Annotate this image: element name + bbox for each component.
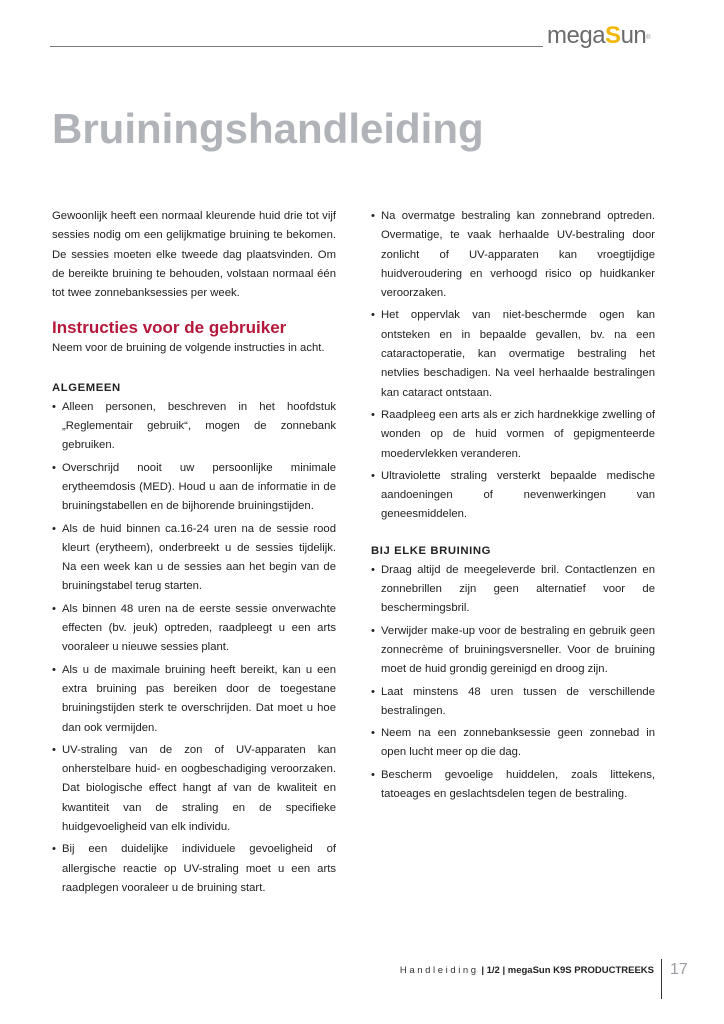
page-title: Bruiningshandleiding [52, 105, 484, 152]
bullet-icon: • [52, 743, 56, 756]
bullet-icon: • [371, 210, 375, 222]
bullet-icon: • [371, 469, 375, 482]
subsection-heading-algemeen: ALGEMEEN [52, 381, 121, 394]
list-item: • Draag altijd de meegeleverde bril. Contactlenzen en zonnebrillen zijn geen alternatief voor de beschermingsbril. [371, 561, 655, 619]
bullet-icon: • [371, 685, 375, 698]
list-item: • Na overmatge bestraling kan zonnebrand optreden. Overmatige, te vaak herhaalde UV-bestraling door zonlicht of UV-apparaten kan vroegtijdige huidveroudering en verhoogd risico op huidkanker veroorzaken. [371, 207, 655, 303]
bullet-icon: • [52, 663, 56, 676]
list-item: • Verwijder make-up voor de bestraling en gebruik geen zonnecrème of bruiningsversneller. Voor de bruining moet de huid grondig gereinigd en droog zijn. [371, 622, 655, 680]
logo-suffix: un [620, 22, 647, 49]
bullet-icon: • [52, 843, 56, 856]
list-item: • Als u de maximale bruining heeft bereikt, kan u een extra bruining pas bereiken door de toegestane bruiningstijden sterk te overschrijden. Dat moet u hoe dan ook vermijden. [52, 661, 336, 738]
left-column [52, 207, 336, 901]
header-rule [50, 46, 543, 47]
bullet-icon: • [52, 400, 56, 413]
footer-text [400, 964, 654, 978]
list-item: • Neem na een zonnebanksessie geen zonnebad in open lucht meer op die dag. [371, 724, 655, 763]
registered-mark: ® [646, 35, 651, 41]
warnings-list [371, 207, 655, 525]
list-item: • Overschrijd nooit uw persoonlijke minimale erytheemdosis (MED). Houd u aan de informatie in de bruiningstabellen en de bijhorende bruiningstijden. [52, 459, 336, 517]
bullet-icon: • [371, 309, 375, 322]
bullet-icon: • [371, 408, 375, 421]
bij-elke-bruining-list [371, 561, 655, 805]
bullet-icon: • [371, 727, 375, 740]
bullet-icon: • [52, 461, 56, 474]
list-item: • Ultraviolette straling versterkt bepaalde medische aandoeningen of nevenwerkingen van geneesmiddelen. [371, 467, 655, 525]
bullet-icon: • [52, 602, 56, 615]
list-item: • Laat minstens 48 uren tussen de verschillende bestralingen. [371, 683, 655, 722]
list-item: • Alleen personen, beschreven in het hoofdstuk „Reglementair gebruik“, mogen de zonnebank gebruiken. [52, 398, 336, 456]
section-heading: Instructies voor de gebruiker [52, 318, 287, 338]
bullet-icon: • [371, 624, 375, 637]
bullet-icon: • [371, 768, 375, 781]
megasun-logo [547, 22, 650, 50]
bullet-icon: • [52, 522, 56, 535]
bullet-icon: • [371, 563, 375, 576]
list-item: • Als binnen 48 uren na de eerste sessie onverwachte effecten (bv. jeuk) optreden, raadpleegt u een arts vooraleer u nieuwe sessies plant. [52, 600, 336, 658]
logo-sun-s: S [605, 22, 621, 49]
list-item: • Raadpleeg een arts als er zich hardnekkige zwelling of wonden op de huid vormen of gepigmenteerde moedervlekken veranderen. [371, 406, 655, 464]
footer-product-info: | 1/2 | megaSun K9S PRODUCTREEKS [478, 965, 654, 976]
list-item: • Bescherm gevoelige huiddelen, zoals littekens, tatoeages en geslachtsdelen tegen de bestraling. [371, 766, 655, 805]
subsection-heading-bij-elke-bruining: BIJ ELKE BRUINING [371, 544, 492, 557]
page-number: 17 [670, 961, 688, 978]
footer-manual-label: Handleiding [399, 965, 479, 976]
right-column [371, 207, 655, 807]
intro-paragraph: Gewoonlijk heeft een normaal kleurende huid drie tot vijf sessies nodig om een gelijkmatige bruining te bekomen. De sessies moeten elke tweede dag plaatsvinden. Om de bereikte bruining te behouden, volstaan normaal één tot twee zonnebanksessies per week. [52, 210, 336, 300]
list-item: • UV-straling van de zon of UV-apparaten kan onherstelbare huid- en oogbeschadiging veroorzaken. Dat biologische effect hangt af van de kwaliteit en kwantiteit van de straling en de specifieke huidgevoeligheid van elk individu. [52, 741, 336, 837]
list-item: • Als de huid binnen ca.16-24 uren na de sessie rood kleurt (erytheem), onderbreekt u de sessies tijdelijk. Na een week kan u de sessies aan het begin van de bruiningstabel terug starten. [52, 520, 336, 597]
algemeen-list [52, 398, 336, 898]
logo-prefix: mega [547, 22, 606, 49]
footer-divider [661, 959, 662, 999]
list-item: • Bij een duidelijke individuele gevoeligheid of allergische reactie op UV-straling moet u een arts raadplegen vooraleer u de bruining start. [52, 840, 336, 898]
section-intro: Neem voor de bruining de volgende instructies in acht. [52, 342, 325, 355]
list-item: • Het oppervlak van niet-beschermde ogen kan ontsteken en in bepaalde gevallen, bv. na een cataractoperatie, kan overmatige bestraling het netvlies beschadigen. Na veel herhaalde bestralingen kan cataract ontstaan. [371, 306, 655, 402]
